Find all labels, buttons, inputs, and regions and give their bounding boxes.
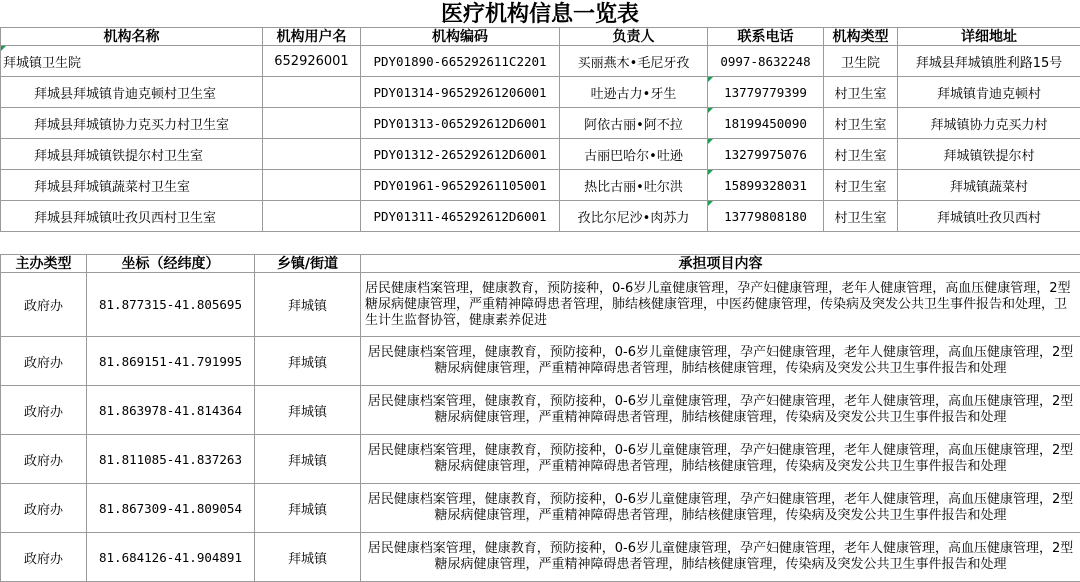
header-town: 乡镇/街道 xyxy=(255,255,361,273)
cell-username[interactable] xyxy=(263,201,361,232)
table-row xyxy=(1,201,1080,232)
cell-town[interactable]: 拜城镇 xyxy=(255,273,361,337)
cell-projects[interactable]: 居民健康档案管理，健康教育，预防接种，0-6岁儿童健康管理，孕产妇健康管理，老年人健康管理，高血压健康管理，2型糖尿病健康管理，严重精神障碍患者管理，肺结核健康管理，传染病及突发公共卫生事件报告和处理 xyxy=(361,533,1080,582)
cell-sponsor[interactable]: 政府办 xyxy=(1,273,87,337)
cell-projects[interactable]: 居民健康档案管理，健康教育，预防接种，0-6岁儿童健康管理，孕产妇健康管理，老年人健康管理，高血压健康管理，2型糖尿病健康管理，严重精神障碍患者管理，肺结核健康管理，传染病及突发公共卫生事件报告和处理 xyxy=(361,337,1080,386)
header-name: 机构名称 xyxy=(1,28,263,46)
header-username: 机构用户名 xyxy=(263,28,361,46)
table-header-row xyxy=(1,255,1080,273)
cell-phone[interactable]: 13779808180 xyxy=(708,201,824,232)
cell-projects[interactable]: 居民健康档案管理，健康教育，预防接种，0-6岁儿童健康管理，孕产妇健康管理，老年人健康管理，高血压健康管理，2型糖尿病健康管理，严重精神障碍患者管理，肺结核健康管理，传染病及突发公共卫生事件报告和处理 xyxy=(361,386,1080,435)
cell-code[interactable]: PDY01313-065292612D6001 xyxy=(361,108,560,139)
cell-phone[interactable]: 13279975076 xyxy=(708,139,824,170)
cell-type[interactable]: 村卫生室 xyxy=(824,108,898,139)
cell-person[interactable]: 古丽巴哈尔•吐逊 xyxy=(560,139,708,170)
header-person: 负责人 xyxy=(560,28,708,46)
table-row xyxy=(1,484,1080,533)
table-row xyxy=(1,77,1080,108)
header-phone: 联系电话 xyxy=(708,28,824,46)
table-row xyxy=(1,46,1080,77)
table-row xyxy=(1,533,1080,582)
table-row xyxy=(1,386,1080,435)
cell-code[interactable]: PDY01312-265292612D6001 xyxy=(361,139,560,170)
cell-person[interactable]: 热比古丽•吐尔洪 xyxy=(560,170,708,201)
cell-type[interactable]: 村卫生室 xyxy=(824,77,898,108)
cell-code[interactable]: PDY01890-665292611C2201 xyxy=(361,46,560,77)
cell-projects[interactable]: 居民健康档案管理，健康教育，预防接种，0-6岁儿童健康管理，孕产妇健康管理，老年人健康管理，高血压健康管理，2型糖尿病健康管理，严重精神障碍患者管理，肺结核健康管理，传染病及突发公共卫生事件报告和处理 xyxy=(361,484,1080,533)
header-code: 机构编码 xyxy=(361,28,560,46)
cell-type[interactable]: 卫生院 xyxy=(824,46,898,77)
cell-person[interactable]: 孜比尔尼沙•肉苏力 xyxy=(560,201,708,232)
cell-sponsor[interactable]: 政府办 xyxy=(1,435,87,484)
header-sponsor: 主办类型 xyxy=(1,255,87,273)
cell-town[interactable]: 拜城镇 xyxy=(255,533,361,582)
cell-address[interactable]: 拜城镇吐孜贝西村 xyxy=(898,201,1080,232)
cell-sponsor[interactable]: 政府办 xyxy=(1,337,87,386)
cell-sponsor[interactable]: 政府办 xyxy=(1,484,87,533)
table-row xyxy=(1,435,1080,484)
cell-username[interactable] xyxy=(263,139,361,170)
cell-coord[interactable]: 81.863978-41.814364 xyxy=(87,386,255,435)
cell-person[interactable]: 吐逊古力•牙生 xyxy=(560,77,708,108)
cell-coord[interactable]: 81.869151-41.791995 xyxy=(87,337,255,386)
cell-sponsor[interactable]: 政府办 xyxy=(1,386,87,435)
header-type: 机构类型 xyxy=(824,28,898,46)
cell-address[interactable]: 拜城镇肯迪克顿村 xyxy=(898,77,1080,108)
header-address: 详细地址 xyxy=(898,28,1080,46)
cell-code[interactable]: PDY01961-96529261105001 xyxy=(361,170,560,201)
cell-username[interactable] xyxy=(263,108,361,139)
cell-town[interactable]: 拜城镇 xyxy=(255,337,361,386)
cell-name[interactable]: 拜城县拜城镇肯迪克顿村卫生室 xyxy=(1,77,263,108)
cell-name[interactable]: 拜城县拜城镇协力克买力村卫生室 xyxy=(1,108,263,139)
header-projects: 承担项目内容 xyxy=(361,255,1080,273)
cell-type[interactable]: 村卫生室 xyxy=(824,139,898,170)
cell-name[interactable]: 拜城县拜城镇蔬菜村卫生室 xyxy=(1,170,263,201)
cell-coord[interactable]: 81.867309-41.809054 xyxy=(87,484,255,533)
table-header-row xyxy=(1,28,1080,46)
cell-name[interactable]: 拜城县拜城镇铁提尔村卫生室 xyxy=(1,139,263,170)
cell-code[interactable]: PDY01311-465292612D6001 xyxy=(361,201,560,232)
cell-address[interactable]: 拜城镇协力克买力村 xyxy=(898,108,1080,139)
cell-name[interactable]: 拜城镇卫生院 xyxy=(1,46,263,77)
cell-name[interactable]: 拜城县拜城镇吐孜贝西村卫生室 xyxy=(1,201,263,232)
cell-username[interactable] xyxy=(263,77,361,108)
cell-address[interactable]: 拜城镇铁提尔村 xyxy=(898,139,1080,170)
header-coord: 坐标（经纬度） xyxy=(87,255,255,273)
cell-type[interactable]: 村卫生室 xyxy=(824,201,898,232)
cell-username[interactable]: 652926001 xyxy=(263,46,361,77)
cell-person[interactable]: 买丽燕木•毛尼牙孜 xyxy=(560,46,708,77)
cell-town[interactable]: 拜城镇 xyxy=(255,386,361,435)
service-table xyxy=(0,254,1080,582)
cell-address[interactable]: 拜城县拜城镇胜利路15号 xyxy=(898,46,1080,77)
cell-phone[interactable]: 15899328031 xyxy=(708,170,824,201)
table-row xyxy=(1,139,1080,170)
cell-phone[interactable]: 18199450090 xyxy=(708,108,824,139)
cell-person[interactable]: 阿依古丽•阿不拉 xyxy=(560,108,708,139)
page-title: 医疗机构信息一览表 xyxy=(0,0,1080,26)
cell-town[interactable]: 拜城镇 xyxy=(255,484,361,533)
table-row xyxy=(1,337,1080,386)
cell-type[interactable]: 村卫生室 xyxy=(824,170,898,201)
table-gap xyxy=(0,237,1080,254)
cell-coord[interactable]: 81.684126-41.904891 xyxy=(87,533,255,582)
cell-address[interactable]: 拜城镇蔬菜村 xyxy=(898,170,1080,201)
table-row xyxy=(1,170,1080,201)
cell-username[interactable] xyxy=(263,170,361,201)
cell-sponsor[interactable]: 政府办 xyxy=(1,533,87,582)
cell-coord[interactable]: 81.877315-41.805695 xyxy=(87,273,255,337)
table-row xyxy=(1,108,1080,139)
cell-projects[interactable]: 居民健康档案管理，健康教育，预防接种，0-6岁儿童健康管理，孕产妇健康管理，老年人健康管理，高血压健康管理，2型糖尿病健康管理，严重精神障碍患者管理，肺结核健康管理，中医药健康管理，传染病及突发公共卫生事件报告和处理，卫生计生监督协管，健康素养促进 xyxy=(361,273,1080,337)
cell-town[interactable]: 拜城镇 xyxy=(255,435,361,484)
cell-code[interactable]: PDY01314-96529261206001 xyxy=(361,77,560,108)
table-row xyxy=(1,273,1080,337)
cell-projects[interactable]: 居民健康档案管理，健康教育，预防接种，0-6岁儿童健康管理，孕产妇健康管理，老年人健康管理，高血压健康管理，2型糖尿病健康管理，严重精神障碍患者管理，肺结核健康管理，传染病及突发公共卫生事件报告和处理 xyxy=(361,435,1080,484)
cell-phone[interactable]: 13779779399 xyxy=(708,77,824,108)
institution-table xyxy=(0,27,1080,232)
cell-coord[interactable]: 81.811085-41.837263 xyxy=(87,435,255,484)
cell-phone[interactable]: 0997-8632248 xyxy=(708,46,824,77)
